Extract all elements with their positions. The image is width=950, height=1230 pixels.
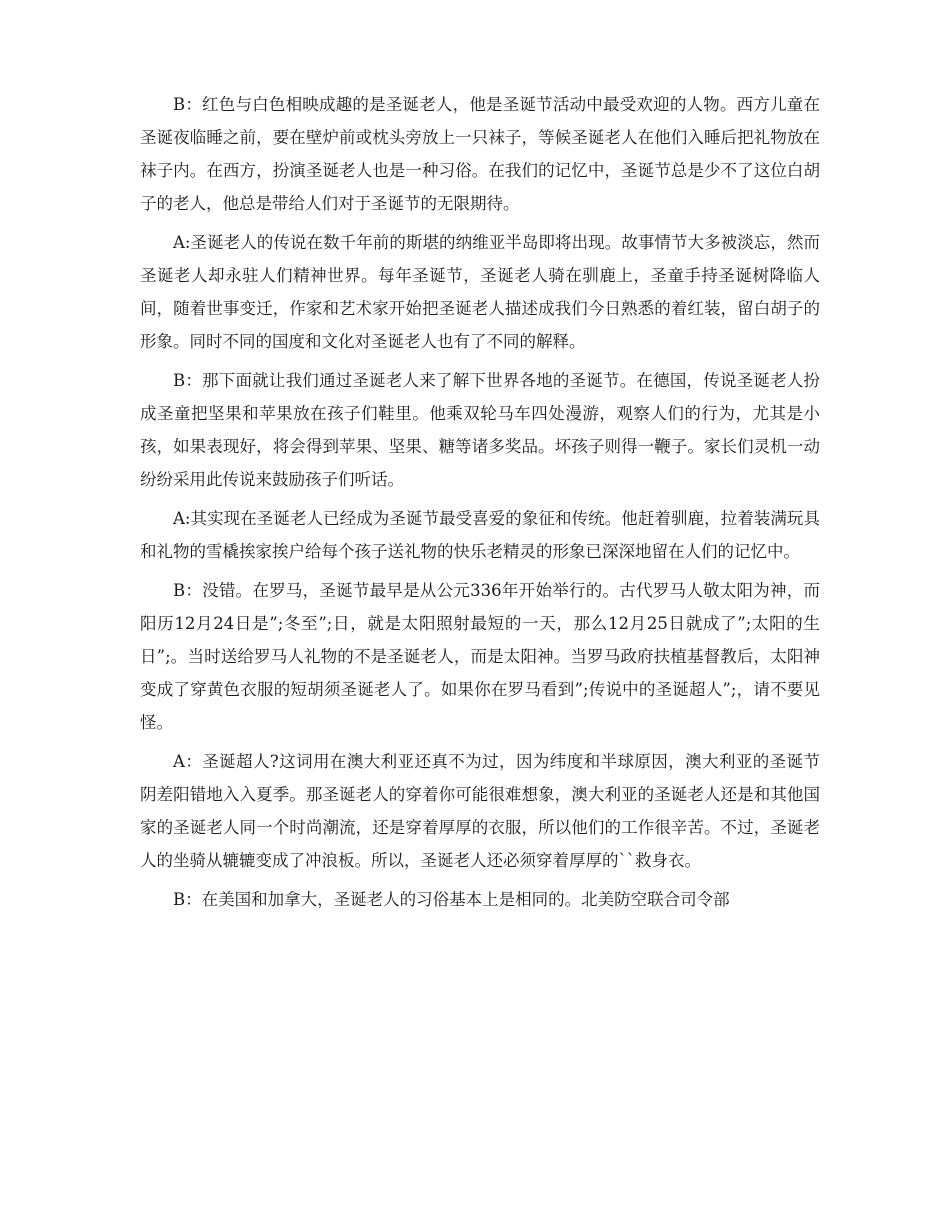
paragraph-3: B：那下面就让我们通过圣诞老人来了解下世界各地的圣诞节。在德国，传说圣诞老人扮成圣童把坚果和苹果放在孩子们鞋里。他乘双轮马车四处漫游，观察人们的行为，尤其是小孩，如果表现好，将会得到苹果、坚果、糖等诸多奖品。坏孩子则得一鞭子。家长们灵机一动纷纷采用此传说来鼓励孩子们听话。	[140, 371, 820, 489]
paragraph-5: B：没错。在罗马，圣诞节最早是从公元336年开始举行的。古代罗马人敬太阳为神，而阳历12月24日是”;冬至”;日，就是太阳照射最短的一天，那么12月25日就成了”;太阳的生日”;。当时送给罗马人礼物的不是圣诞老人，而是太阳神。当罗马政府扶植基督教后，太阳神变成了穿黄色衣服的短胡须圣诞老人了。如果你在罗马看到”;传说中的圣诞超人”;，请不要见怪。	[140, 581, 820, 732]
document-body	[140, 88, 820, 922]
paragraph-4: A:其实现在圣诞老人已经成为圣诞节最受喜爱的象征和传统。他赶着驯鹿，拉着装满玩具和礼物的雪橇挨家挨户给每个孩子送礼物的快乐老精灵的形象已深深地留在人们的记忆中。	[140, 509, 820, 561]
paragraph-7: B：在美国和加拿大，圣诞老人的习俗基本上是相同的。北美防空联合司令部	[173, 890, 730, 909]
paragraph-2: A:圣诞老人的传说在数千年前的斯堪的纳维亚半岛即将出现。故事情节大多被淡忘，然而圣诞老人却永驻人们精神世界。每年圣诞节，圣诞老人骑在驯鹿上，圣童手持圣诞树降临人间，随着世事变迁，作家和艺术家开始把圣诞老人描述成我们今日熟悉的着红装，留白胡子的形象。同时不同的国度和文化对圣诞老人也有了不同的解释。	[140, 233, 820, 351]
paragraph-1: B：红色与白色相映成趣的是圣诞老人，他是圣诞节活动中最受欢迎的人物。西方儿童在圣诞夜临睡之前，要在壁炉前或枕头旁放上一只袜子，等候圣诞老人在他们入睡后把礼物放在袜子内。在西方，扮演圣诞老人也是一种习俗。在我们的记忆中，圣诞节总是少不了这位白胡子的老人，他总是带给人们对于圣诞节的无限期待。	[140, 95, 820, 213]
paragraph-6: A：圣诞超人?这词用在澳大利亚还真不为过，因为纬度和半球原因，澳大利亚的圣诞节阴差阳错地入入夏季。那圣诞老人的穿着你可能很难想象，澳大利亚的圣诞老人还是和其他国家的圣诞老人同一个时尚潮流，还是穿着厚厚的衣服，所以他们的工作很辛苦。不过，圣诞老人的坐骑从辘辘变成了冲浪板。所以，圣诞老人还必须穿着厚厚的``救身衣。	[140, 752, 820, 870]
